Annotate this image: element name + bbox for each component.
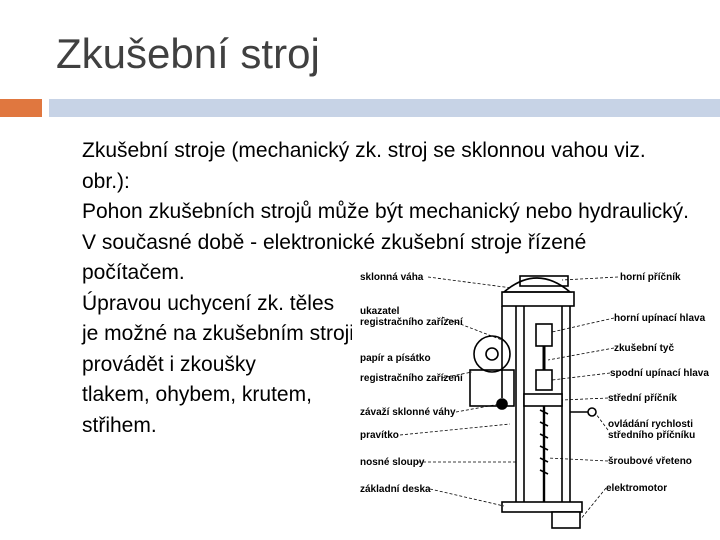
label-horni-pricnik: horní příčník xyxy=(620,272,681,283)
title-rule-accent xyxy=(0,99,42,117)
paragraph-7: střihem. xyxy=(82,413,157,437)
paragraph-6: tlakem, ohybem, krutem, xyxy=(82,383,312,406)
paragraph-1: Zkušební stroje (mechanický zk. stroj se sklonnou vahou viz. obr.): xyxy=(82,139,646,193)
leader-lines xyxy=(400,277,618,520)
label-sroubove-vreteno: šroubové vřeteno xyxy=(608,456,692,467)
label-papir-2: registračního zařízení xyxy=(360,373,463,384)
label-ukazatel: ukazatel xyxy=(360,306,400,317)
label-spodni-upinaci-hlava: spodní upínací hlava xyxy=(610,368,709,379)
label-papir: papír a písátko xyxy=(360,353,431,364)
testing-machine-diagram xyxy=(352,262,709,538)
label-zakladni-deska: základní deska xyxy=(360,484,431,495)
label-zkusebni-tyc: zkušební tyč xyxy=(614,343,675,354)
paragraph-3: Úpravou uchycení zk. těles xyxy=(82,291,335,315)
label-ovladani-rychlosti-2: středního příčníku xyxy=(608,430,696,441)
title-rule-gap xyxy=(42,99,49,117)
machine-drawing xyxy=(470,276,596,528)
label-ukazatel-2: registračního zařízení xyxy=(360,317,463,328)
label-elektromotor: elektromotor xyxy=(606,483,668,494)
label-pravitko: pravítko xyxy=(360,430,399,441)
title-rule xyxy=(49,99,720,117)
slide-title: Zkušební stroj xyxy=(56,30,320,77)
label-ovladani-rychlosti: ovládání rychlosti xyxy=(608,419,694,430)
label-stredni-pricnik: střední příčník xyxy=(608,393,677,404)
paragraph-4: je možné na zkušebním stroji xyxy=(82,322,354,345)
label-zavazi: závaží sklonné váhy xyxy=(360,407,456,418)
label-horni-upinaci-hlava: horní upínací hlava xyxy=(614,313,706,324)
paragraph-5: provádět i zkoušky xyxy=(82,352,256,376)
paragraph-2: Pohon zkušebních strojů může být mechanický nebo hydraulický. V současné době - elektronické zkušební stroje řízené počítačem. xyxy=(82,200,689,284)
label-nosne-sloupy: nosné sloupy xyxy=(360,457,425,468)
label-sklonna-vaha: sklonná váha xyxy=(360,272,424,283)
